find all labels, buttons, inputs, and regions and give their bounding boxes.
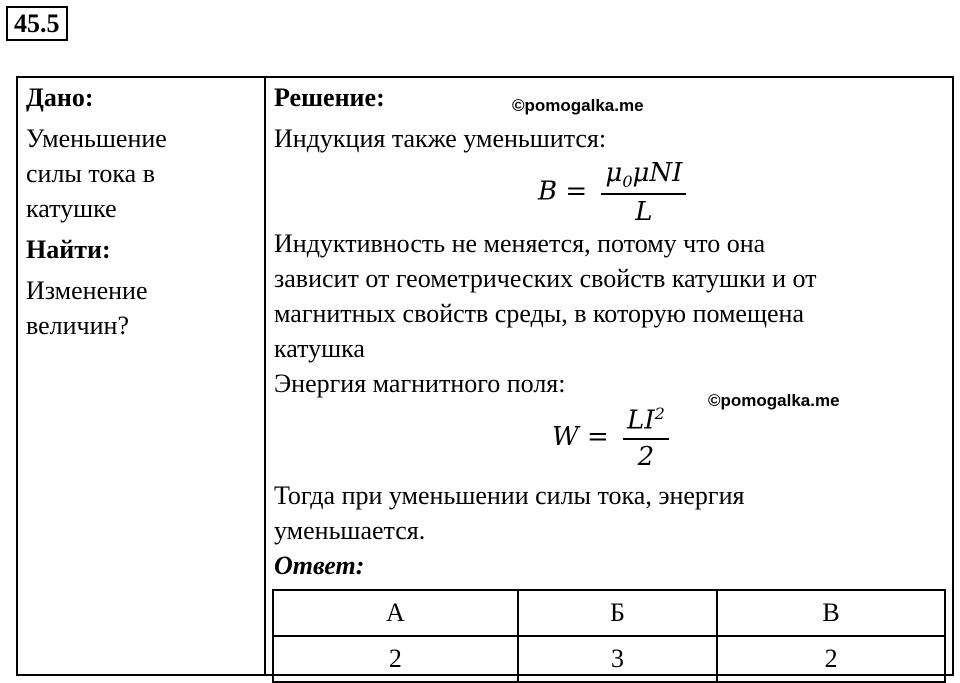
given-column (26, 80, 258, 343)
solution-line-induction: Индукция также уменьшится: (274, 124, 607, 153)
paragraph-line: Тогда при уменьшении силы тока, энергия (274, 481, 745, 510)
energy-formula (552, 404, 669, 472)
table-header-cell: Б (518, 590, 717, 636)
paragraph-line: уменьшается. (274, 516, 426, 545)
given-line: Уменьшение (26, 124, 167, 153)
find-heading: Найти: (26, 235, 111, 264)
formula-numerator (601, 158, 686, 195)
numerator-text: LI (627, 405, 655, 436)
given-heading: Дано: (26, 83, 94, 112)
formula-denominator: L (635, 197, 653, 228)
numerator-rest: μNI (632, 158, 683, 188)
problem-number: 45.5 (6, 6, 68, 41)
paragraph-line: Индуктивность не меняется, потому что она (274, 229, 766, 258)
column-divider (264, 76, 266, 676)
table-row (273, 590, 945, 636)
table-value-cell: 2 (273, 636, 518, 682)
find-line: Изменение (26, 276, 148, 305)
paragraph-line: магнитных свойств среды, в которую помещена (274, 299, 804, 328)
conclusion-paragraph (274, 478, 946, 583)
table-header-cell: В (717, 590, 945, 636)
formula-fraction (601, 158, 686, 227)
mu-symbol: μ (605, 158, 623, 188)
formula-lhs: B = (538, 176, 588, 207)
table-value-cell: 2 (717, 636, 945, 682)
answer-label: Ответ: (274, 551, 365, 580)
solution-heading: Решение: (274, 83, 385, 112)
formula-lhs: W = (552, 421, 609, 452)
given-line: силы тока в (26, 159, 155, 188)
paragraph-line: катушка (274, 334, 365, 363)
formula-fraction (623, 404, 669, 472)
table-header-cell: А (273, 590, 518, 636)
given-line: катушке (26, 194, 117, 223)
energy-line: Энергия магнитного поля: (274, 369, 566, 398)
watermark: ©pomogalka.me (512, 96, 644, 115)
formula-numerator (623, 404, 669, 440)
table-value-cell: 3 (518, 636, 717, 682)
numerator-exponent: 2 (654, 404, 665, 423)
find-line: величин? (26, 311, 129, 340)
paragraph-line: зависит от геометрических свойств катушки и от (274, 264, 817, 293)
induction-formula (538, 158, 686, 227)
table-row (273, 636, 945, 682)
inductance-paragraph (274, 226, 946, 401)
answer-table (272, 589, 946, 683)
watermark: ©pomogalka.me (708, 391, 840, 410)
mu-subscript: 0 (622, 172, 633, 192)
solution-column (274, 80, 946, 156)
formula-denominator: 2 (637, 441, 655, 472)
